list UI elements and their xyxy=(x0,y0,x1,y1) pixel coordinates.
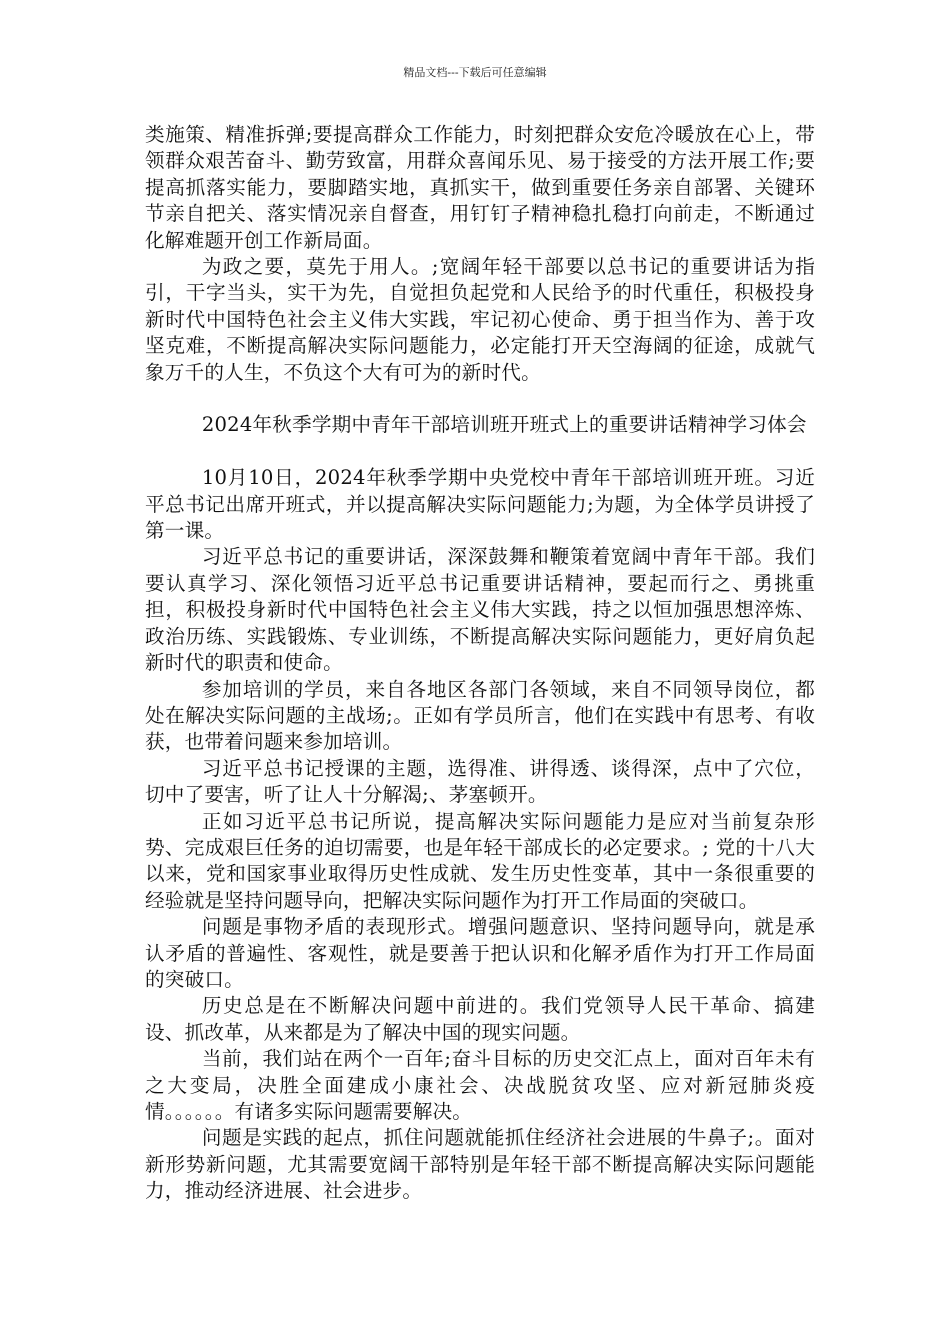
paragraph: 正如习近平总书记所说，提高解决实际问题能力是应对当前复杂形势、完成艰巨任务的迫切需要，也是年轻干部成长的必定要求。; 党的十八大以来，党和国家事业取得历史性成就、发生历史性变革，其中一条很重要的经验就是坚持问题导向，把解决实际问题作为打开工作局面的突破口。 xyxy=(145,809,815,912)
paragraph: 问题是事物矛盾的表现形式。增强问题意识、坚持问题导向，就是承认矛盾的普遍性、客观性，就是要善于把认识和化解矛盾作为打开工作局面的突破口。 xyxy=(145,915,815,991)
document-title: 2024年秋季学期中青年干部培训班开班式上的重要讲话精神学习体会 xyxy=(201,413,807,437)
paragraph: 习近平总书记的重要讲话，深深鼓舞和鞭策着宽阔中青年干部。我们要认真学习、深化领悟习近平总书记重要讲话精神，要起而行之、勇挑重担，积极投身新时代中国特色社会主义伟大实践，持之以恒加强思想淬炼、政治历练、实践锻炼、专业训练，不断提高解决实际问题能力，更好肩负起新时代的职责和使命。 xyxy=(145,545,815,675)
spacer xyxy=(145,439,815,465)
paragraph: 参加培训的学员，来自各地区各部门各领域，来自不同领导岗位，都处在解决实际问题的主战场;。正如有学员所言，他们在实践中有思考、有收获，也带着问题来参加培训。 xyxy=(145,677,815,754)
paragraph: 问题是实践的起点，抓住问题就能抓住经济社会进展的牛鼻子;。面对新形势新问题，尤其需要宽阔干部特别是年轻干部不断提高解决实际问题能力，推动经济进展、社会进步。 xyxy=(145,1126,815,1203)
page-header: 精品文档---下载后可任意编辑 xyxy=(403,66,547,79)
paragraph: 当前，我们站在两个一百年;奋斗目标的历史交汇点上，面对百年未有之大变局，决胜全面建成小康社会、决战脱贫攻坚、应对新冠肺炎疫情。。。。。。有诸多实际问题需要解决。 xyxy=(145,1047,815,1123)
spacer xyxy=(145,386,815,412)
paragraph: 历史总是在不断解决问题中前进的。我们党领导人民干革命、搞建设、抓改革，从来都是为了解决中国的现实问题。 xyxy=(145,994,815,1044)
paragraph: 习近平总书记授课的主题，选得准、讲得透、谈得深，点中了穴位，切中了要害，听了让人十分解渴;、茅塞顿开。 xyxy=(145,756,815,807)
paragraph: 为政之要，莫先于用人。;宽阔年轻干部要以总书记的重要讲话为指引，干字当头，实干为先，自觉担负起党和人民给予的时代重任，积极投身新时代中国特色社会主义伟大实践，牢记初心使命、勇于担当作为、善于攻坚克难，不断提高解决实际问题能力，必定能打开天空海阔的征途，成就气象万千的人生，不负这个大有可为的新时代。 xyxy=(145,255,815,384)
paragraph: 类施策、精准拆弹;要提高群众工作能力，时刻把群众安危冷暖放在心上，带领群众艰苦奋斗、勤劳致富，用群众喜闻乐见、易于接受的方法开展工作;要提高抓落实能力，要脚踏实地，真抓实干，做到重要任务亲自部署、关键环节亲自把关、落实情况亲自督查，用钉钉子精神稳扎稳打向前走，不断通过化解难题开创工作新局面。 xyxy=(145,123,815,252)
paragraph: 10月10日，2024年秋季学期中央党校中青年干部培训班开班。习近平总书记出席开班式，并以提高解决实际问题能力;为题，为全体学员讲授了第一课。 xyxy=(145,466,815,543)
document-body xyxy=(145,122,815,1205)
